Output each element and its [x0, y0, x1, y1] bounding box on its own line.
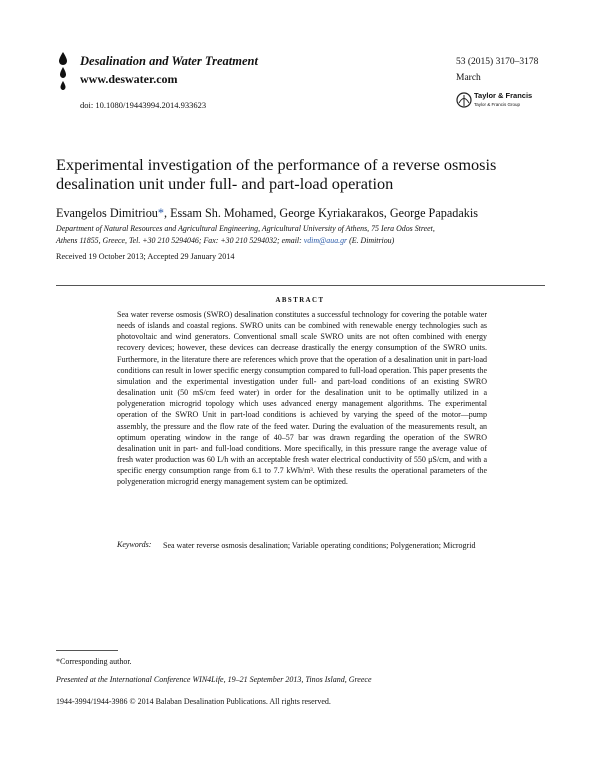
- affiliation: [56, 223, 552, 247]
- doi[interactable]: doi: 10.1080/19443994.2014.933623: [80, 100, 207, 110]
- footnote-divider: [56, 650, 118, 651]
- affiliation-line-2: Athens 11855, Greece, Tel. +30 210 5294046; Fax: +30 210 5294032; email: vdim@aua.gr (E. Dimitriou): [56, 236, 395, 245]
- issue-month: March: [456, 73, 481, 83]
- water-drops-icon: [57, 52, 69, 96]
- email-link[interactable]: vdim@aua.gr: [303, 236, 348, 245]
- abstract-heading: ABSTRACT: [275, 297, 325, 304]
- volume-pages: 53 (2015) 3170–3178: [456, 57, 539, 67]
- article-title: Experimental investigation of the performance of a reverse osmosis desalination unit under full- and part-load operation: [56, 155, 497, 193]
- journal-url[interactable]: www.deswater.com: [80, 72, 178, 86]
- affiliation-line-1: Department of Natural Resources and Agricultural Engineering, Agricultural University of Athens, 75 Iera Odos Street,: [56, 224, 435, 233]
- keywords-label: Keywords:: [117, 540, 152, 549]
- divider: [56, 285, 545, 286]
- authors: [56, 206, 478, 221]
- conference-note: Presented at the International Conference WIN4Life, 19–21 September 2013, Tinos Island, Greece: [56, 675, 372, 684]
- abstract-body: Sea water reverse osmosis (SWRO) desalination constitutes a successful technology for covering the potable water needs of islands and coastal regions. SWRO units can be combined with renewable energy technologies such as photovoltaic and wind generators. Conventional small scale SWRO units are not often combined with energy recovery devices; however, these devices can decrease drastically the energy consumption of the SWRO units. Furthermore, in the literature there are references which prove that the operation of a desalination unit in part-load conditions can result in lower specific energy consumption compared to full-load operation. This paper presents the simulation and the experimental investigation under full- and part-load conditions of an existing SWRO desalination unit (50 mS/cm feed water) in order for the desalination unit to be optimally utilized in a polygeneration microgrid topology which uses advanced energy management algorithms. The experimental operation of the SWRO Unit in part-load conditions is achieved by varying the speed of the motor—pump assembly, the pressure and the flow rate of the feed water. During the evaluation of the measurements result, an optimum operating window in the range of 40–57 bar was drawn regarding the operation of the SWRO desalination unit in part- and full-load conditions. More specifically, in this pressure range the average value of fresh water production was 60 L/h with an acceptable fresh water electrical conductivity of 550 μS/cm, and with a specific energy consumption range from 6.1 to 7.7 kWh/m³. With these results the operational parameters of the polygeneration microgrid energy management system can be optimized.: [117, 310, 487, 487]
- corresponding-marker[interactable]: *: [157, 206, 164, 220]
- publisher-group: Taylor & Francis Group: [474, 102, 521, 107]
- corresponding-author-note: *Corresponding author.: [56, 657, 132, 666]
- first-author: Evangelos Dimitriou: [56, 206, 158, 220]
- journal-title: Desalination and Water Treatment: [80, 54, 258, 68]
- publisher-name: Taylor & Francis: [474, 91, 533, 100]
- received-dates: Received 19 October 2013; Accepted 29 January 2014: [56, 252, 235, 261]
- other-authors: , Essam Sh. Mohamed, George Kyriakarakos, George Papadakis: [163, 206, 478, 220]
- keywords: Sea water reverse osmosis desalination; Variable operating conditions; Polygeneration; Microgrid: [163, 541, 476, 550]
- copyright: 1944-3994/1944-3986 © 2014 Balaban Desalination Publications. All rights reserved.: [56, 697, 331, 706]
